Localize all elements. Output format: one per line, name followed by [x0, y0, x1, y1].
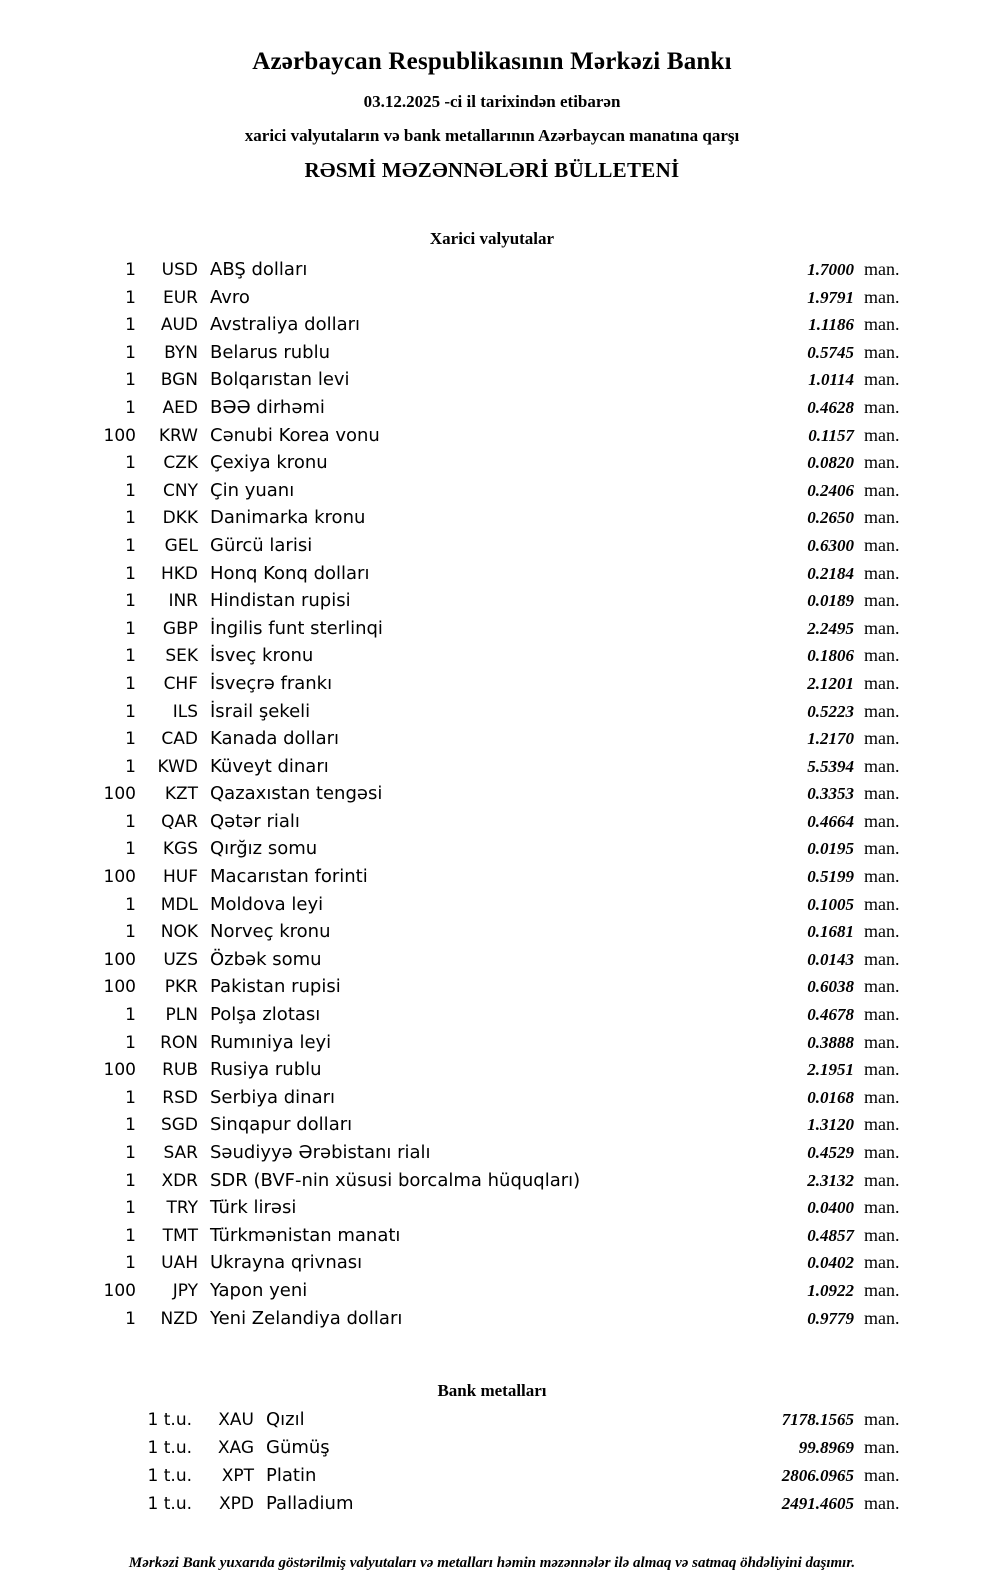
- currency-rate: 0.3888: [807, 1032, 854, 1052]
- currency-amount: 100: [103, 425, 136, 446]
- currency-unit-label: man.: [864, 1142, 900, 1162]
- currency-unit-label: man.: [864, 1004, 900, 1025]
- table-row: [56, 866, 928, 894]
- currency-name: Özbək somu: [210, 948, 322, 970]
- table-row: [56, 1197, 928, 1225]
- currency-rate: 0.2406: [807, 480, 854, 500]
- currency-rate: 0.4529: [807, 1143, 854, 1162]
- currency-unit-label: man.: [864, 507, 900, 528]
- currency-amount: 1: [125, 563, 136, 584]
- currency-amount: 1: [125, 811, 136, 832]
- currency-amount: 1: [125, 1225, 136, 1246]
- currency-amount: 1: [125, 1005, 136, 1026]
- metal-name: Gümüş: [266, 1437, 330, 1459]
- currency-code: JPY: [172, 1280, 198, 1301]
- currency-unit-label: man.: [864, 396, 900, 417]
- currency-code: CHF: [163, 673, 198, 694]
- currency-name: İsrail şekeli: [210, 700, 311, 722]
- currency-rate: 0.0195: [807, 839, 854, 859]
- currency-name: SDR (BVF-nin xüsusi borcalma hüquqları): [210, 1169, 581, 1191]
- currency-unit-label: man.: [864, 1279, 900, 1300]
- currency-unit-label: man.: [864, 783, 900, 804]
- table-row: [56, 949, 928, 977]
- table-row: [56, 838, 928, 866]
- currency-unit-label: man.: [864, 728, 900, 749]
- currency-rate: 2.1201: [807, 673, 854, 693]
- currency-amount: 1: [125, 1087, 136, 1108]
- currency-name: Hindistan rupisi: [210, 590, 351, 612]
- currency-amount: 100: [103, 949, 136, 970]
- currency-unit-label: man.: [864, 534, 900, 555]
- currency-unit-label: man.: [864, 562, 900, 583]
- metal-amount: 1 t.u.: [147, 1494, 192, 1515]
- currency-name: Səudiyyə Ərəbistanı rialı: [210, 1142, 431, 1163]
- currency-rate: 0.9779: [807, 1308, 854, 1328]
- currency-name: İngilis funt sterlinqi: [210, 617, 383, 639]
- table-row: [56, 1032, 928, 1060]
- currency-code: RON: [160, 1032, 198, 1053]
- currency-code: MDL: [160, 894, 198, 915]
- currency-amount: 1: [125, 508, 136, 529]
- currency-rate: 0.2650: [807, 508, 854, 528]
- currency-amount: 1: [125, 591, 136, 612]
- table-row: [56, 1114, 928, 1142]
- table-row: [56, 1252, 928, 1280]
- currency-code: RSD: [162, 1087, 198, 1108]
- currency-code: HKD: [160, 563, 198, 584]
- currency-name: Rumıniya leyi: [210, 1031, 332, 1053]
- table-row: [56, 397, 928, 425]
- metal-code: XPD: [219, 1494, 254, 1515]
- currency-name: Türk lirəsi: [210, 1197, 297, 1219]
- currency-rate: 0.4628: [807, 397, 854, 417]
- currency-unit-label: man.: [864, 590, 900, 611]
- currency-rate: 2.3132: [807, 1170, 854, 1190]
- metal-amount: 1 t.u.: [147, 1438, 192, 1459]
- metal-rates-table: [56, 1409, 928, 1521]
- currency-amount: 1: [125, 315, 136, 336]
- currency-amount: 1: [125, 342, 136, 363]
- currency-code: KGS: [162, 839, 198, 860]
- currency-rates-table: [56, 259, 928, 1335]
- currency-code: TMT: [162, 1225, 198, 1246]
- currency-code: PKR: [164, 977, 198, 998]
- currency-code: USD: [161, 260, 198, 280]
- currency-amount: 1: [125, 453, 136, 474]
- currency-code: GEL: [164, 535, 198, 556]
- currency-amount: 1: [125, 646, 136, 667]
- currency-rate: 0.2184: [807, 563, 854, 583]
- currency-rate: 5.5394: [807, 756, 854, 776]
- currency-rate: 1.1186: [808, 315, 854, 335]
- currency-amount: 1: [125, 894, 136, 915]
- currency-code: BGN: [160, 370, 198, 391]
- metal-amount: 1 t.u.: [147, 1466, 192, 1487]
- currency-amount: 1: [125, 370, 136, 391]
- table-row: [56, 1308, 928, 1336]
- table-row: [56, 480, 928, 508]
- currency-code: GBP: [162, 618, 198, 639]
- table-row: [56, 287, 928, 315]
- currency-amount: 1: [125, 1170, 136, 1191]
- currency-name: Çin yuanı: [210, 479, 295, 501]
- table-row: [56, 894, 928, 922]
- metal-name: Qızıl: [266, 1409, 305, 1431]
- currency-code: SGD: [160, 1115, 198, 1136]
- currency-amount: 1: [125, 480, 136, 501]
- currency-code: KRW: [158, 425, 198, 446]
- currency-unit-label: man.: [864, 314, 900, 335]
- currency-unit-label: man.: [864, 810, 900, 831]
- table-row: [56, 1170, 928, 1198]
- currency-unit-label: man.: [864, 893, 900, 914]
- currency-rate: 0.4664: [807, 811, 854, 831]
- currency-name: Qazaxıstan tengəsi: [210, 783, 383, 805]
- currency-amount: 1: [125, 839, 136, 860]
- currency-unit-label: man.: [864, 617, 900, 638]
- currency-name: Macarıstan forinti: [210, 866, 368, 888]
- currency-code: TRY: [166, 1198, 198, 1219]
- currency-name: İsveçrə frankı: [210, 672, 333, 694]
- currency-unit-label: man.: [864, 976, 900, 997]
- currency-code: EUR: [163, 287, 198, 308]
- currency-code: UZS: [163, 949, 198, 970]
- currency-rate: 0.6300: [807, 535, 854, 555]
- currency-unit-label: man.: [864, 645, 900, 666]
- table-row: [56, 1142, 928, 1170]
- table-row: [56, 342, 928, 370]
- table-row: [56, 425, 928, 453]
- currency-unit-label: man.: [864, 672, 900, 693]
- currency-amount: 100: [103, 784, 136, 805]
- currency-amount: 1: [125, 1032, 136, 1053]
- currency-code: RUB: [162, 1060, 198, 1081]
- currency-unit-label: man.: [864, 1197, 900, 1218]
- table-row: [56, 1059, 928, 1087]
- currency-name: Yapon yeni: [210, 1279, 308, 1301]
- currency-amount: 100: [103, 1060, 136, 1081]
- currency-name: Moldova leyi: [210, 893, 324, 915]
- currency-amount: 1: [125, 673, 136, 694]
- currency-rate: 1.2170: [807, 729, 854, 749]
- table-row: [56, 452, 928, 480]
- currency-unit-label: man.: [864, 1307, 900, 1328]
- currency-rate: 0.4857: [807, 1225, 854, 1245]
- table-row: [56, 563, 928, 591]
- currency-code: QAR: [161, 811, 198, 832]
- metal-rate: 2491.4605: [781, 1494, 854, 1514]
- currency-rate: 0.1806: [807, 646, 854, 666]
- effective-date: 03.12.2025 -ci il tarixindən etibarən: [363, 92, 621, 111]
- currency-rate: 0.1005: [807, 894, 854, 914]
- currency-amount: 1: [125, 729, 136, 750]
- currency-name: Avstraliya dolları: [210, 314, 361, 336]
- metal-name: Palladium: [266, 1493, 354, 1515]
- metal-rate: 2806.0965: [781, 1466, 854, 1486]
- currency-rate: 0.5199: [807, 867, 854, 887]
- currency-unit-label: man.: [864, 1252, 900, 1273]
- currency-name: Gürcü larisi: [210, 534, 313, 556]
- table-row: [56, 728, 928, 756]
- metal-rate: 99.8969: [798, 1438, 854, 1458]
- currency-rate: 0.5745: [807, 342, 854, 362]
- currency-code: CAD: [161, 729, 198, 750]
- currency-name: İsveç kronu: [210, 645, 314, 667]
- currency-code: INR: [168, 591, 198, 612]
- currency-name: Sinqapur dolları: [210, 1114, 353, 1136]
- currency-unit-label: man.: [864, 259, 900, 279]
- table-row: [56, 1465, 928, 1493]
- currency-amount: 1: [125, 287, 136, 308]
- currency-rate: 0.0402: [807, 1253, 854, 1273]
- currency-rate: 0.3353: [807, 784, 854, 804]
- currency-name: Belarus rublu: [210, 341, 331, 363]
- table-row: [56, 783, 928, 811]
- currency-rate: 0.1681: [807, 922, 854, 942]
- currency-unit-label: man.: [864, 1059, 900, 1080]
- currency-code: CNY: [163, 480, 198, 501]
- currency-amount: 1: [125, 1253, 136, 1274]
- currency-unit-label: man.: [864, 1114, 900, 1135]
- currency-amount: 1: [125, 618, 136, 639]
- table-row: [56, 1437, 928, 1465]
- currency-rate: 0.1157: [808, 425, 854, 445]
- metal-name: Platin: [266, 1465, 317, 1487]
- currency-name: Avro: [210, 286, 250, 308]
- currency-unit-label: man.: [864, 1086, 900, 1107]
- currency-name: Küveyt dinarı: [210, 755, 329, 777]
- currency-name: Qətər rialı: [210, 810, 300, 832]
- currency-code: AED: [162, 397, 198, 418]
- table-row: [56, 645, 928, 673]
- table-row: [56, 811, 928, 839]
- currency-amount: 1: [125, 535, 136, 556]
- metal-unit-label: man.: [864, 1437, 900, 1458]
- currency-rate: 1.3120: [807, 1115, 854, 1135]
- metal-rows-body: [56, 1409, 928, 1521]
- currency-code: KWD: [157, 756, 198, 777]
- currency-rows-body: [56, 259, 928, 1335]
- currency-code: DKK: [162, 508, 198, 529]
- currency-code: NZD: [160, 1308, 198, 1329]
- currency-amount: 100: [103, 867, 136, 888]
- currency-amount: 1: [125, 1115, 136, 1136]
- table-row: [56, 259, 928, 287]
- currency-rate: 2.1951: [807, 1060, 854, 1080]
- currency-code: UAH: [161, 1253, 198, 1274]
- metal-unit-label: man.: [864, 1465, 900, 1486]
- metal-unit-label: man.: [864, 1409, 900, 1430]
- currency-rate: 0.5223: [807, 701, 854, 721]
- currency-unit-label: man.: [864, 921, 900, 942]
- currency-unit-label: man.: [864, 700, 900, 721]
- currency-amount: 1: [125, 756, 136, 777]
- currency-rate: 0.6038: [807, 977, 854, 997]
- currency-name: Bolqarıstan levi: [210, 369, 350, 391]
- currency-code: CZK: [163, 453, 198, 474]
- currency-code: SEK: [165, 646, 198, 667]
- document-subtitle: xarici valyutaların və bank metallarının Azərbaycan manatına qarşı: [244, 126, 740, 145]
- currency-name: BƏƏ dirhəmi: [210, 396, 325, 418]
- table-row: [56, 976, 928, 1004]
- metals-section-heading: Bank metalları: [437, 1381, 547, 1401]
- table-row: [56, 618, 928, 646]
- currency-unit-label: man.: [864, 866, 900, 887]
- currency-name: Danimarka kronu: [210, 507, 366, 529]
- table-row: [56, 1004, 928, 1032]
- currency-name: Ukrayna qrivnası: [210, 1252, 363, 1274]
- currency-rate: 1.9791: [807, 287, 854, 307]
- currency-name: Çexiya kronu: [210, 452, 328, 474]
- currency-amount: 1: [125, 701, 136, 722]
- table-row: [56, 1280, 928, 1308]
- metal-code: XAG: [217, 1438, 254, 1459]
- currency-unit-label: man.: [864, 452, 900, 473]
- footnote: Mərkəzi Bank yuxarıda göstərilmiş valyutaları və metalları həmin məzənnələr ilə almaq və satmaq öhdəliyini daşımır.: [128, 1555, 856, 1572]
- table-row: [56, 1225, 928, 1253]
- currency-rate: 0.0820: [807, 453, 854, 473]
- table-row: [56, 756, 928, 784]
- currency-code: NOK: [160, 922, 198, 943]
- table-row: [56, 701, 928, 729]
- currency-name: Honq Konq dolları: [210, 562, 370, 584]
- table-row: [56, 1493, 928, 1521]
- currency-amount: 100: [103, 977, 136, 998]
- currency-name: Pakistan rupisi: [210, 976, 341, 998]
- currency-code: KZT: [164, 784, 198, 805]
- metal-rate: 7178.1565: [781, 1410, 854, 1430]
- currency-name: ABŞ dolları: [210, 259, 308, 280]
- currency-rate: 1.7000: [807, 260, 854, 279]
- currency-rate: 1.0922: [807, 1280, 854, 1300]
- table-row: [56, 507, 928, 535]
- table-row: [56, 1409, 928, 1437]
- currency-name: Polşa zlotası: [210, 1004, 321, 1026]
- currency-rate: 0.0143: [807, 949, 854, 969]
- currency-rate: 0.0168: [807, 1087, 854, 1107]
- currencies-section-heading: Xarici valyutalar: [429, 229, 555, 248]
- table-row: [56, 314, 928, 342]
- metal-code: XPT: [221, 1466, 254, 1487]
- currency-unit-label: man.: [864, 286, 900, 307]
- table-row: [56, 590, 928, 618]
- currency-unit-label: man.: [864, 369, 900, 390]
- currency-amount: 1: [125, 260, 136, 280]
- table-row: [56, 1087, 928, 1115]
- currency-amount: 1: [125, 1143, 136, 1163]
- table-row: [56, 369, 928, 397]
- document-header: [56, 48, 928, 183]
- currency-name: Kanada dolları: [210, 728, 340, 750]
- currency-unit-label: man.: [864, 838, 900, 859]
- table-row: [56, 535, 928, 563]
- currency-unit-label: man.: [864, 755, 900, 776]
- bank-name: Azərbaycan Respublikasının Mərkəzi Bankı: [252, 48, 732, 75]
- currency-name: Norveç kronu: [210, 921, 331, 943]
- currency-unit-label: man.: [864, 948, 900, 969]
- currency-rate: 0.4678: [807, 1005, 854, 1025]
- currency-name: Serbiya dinarı: [210, 1086, 335, 1108]
- currency-unit-label: man.: [864, 479, 900, 500]
- currency-code: BYN: [164, 342, 198, 363]
- metal-unit-label: man.: [864, 1493, 900, 1514]
- currency-code: SAR: [163, 1143, 198, 1163]
- currency-name: Cənubi Korea vonu: [210, 424, 380, 446]
- currency-amount: 1: [125, 1198, 136, 1219]
- currency-rate: 0.0189: [807, 591, 854, 611]
- currency-code: ILS: [172, 701, 198, 722]
- currency-code: AUD: [160, 315, 198, 336]
- currency-name: Yeni Zelandiya dolları: [210, 1307, 403, 1329]
- currency-unit-label: man.: [864, 1169, 900, 1190]
- currency-rate: 1.0114: [808, 370, 854, 390]
- currency-name: Türkmənistan manatı: [210, 1224, 401, 1246]
- currency-code: PLN: [165, 1005, 198, 1026]
- currency-unit-label: man.: [864, 424, 900, 445]
- currency-code: HUF: [162, 867, 198, 888]
- bulletin-title: RƏSMİ MƏZƏNNƏLƏRİ BÜLLETENİ: [304, 158, 680, 182]
- currency-unit-label: man.: [864, 341, 900, 362]
- metal-amount: 1 t.u.: [147, 1410, 192, 1431]
- currency-rate: 2.2495: [807, 618, 854, 638]
- currency-rate: 0.0400: [807, 1198, 854, 1218]
- metal-code: XAU: [218, 1410, 254, 1431]
- currency-amount: 1: [125, 922, 136, 943]
- currency-unit-label: man.: [864, 1031, 900, 1052]
- currency-amount: 100: [103, 1280, 136, 1301]
- currency-amount: 1: [125, 397, 136, 418]
- currency-unit-label: man.: [864, 1224, 900, 1245]
- currency-amount: 1: [125, 1308, 136, 1329]
- currency-name: Rusiya rublu: [210, 1059, 322, 1081]
- table-row: [56, 921, 928, 949]
- table-row: [56, 673, 928, 701]
- currency-code: XDR: [161, 1170, 198, 1191]
- currency-name: Qırğız somu: [210, 838, 318, 860]
